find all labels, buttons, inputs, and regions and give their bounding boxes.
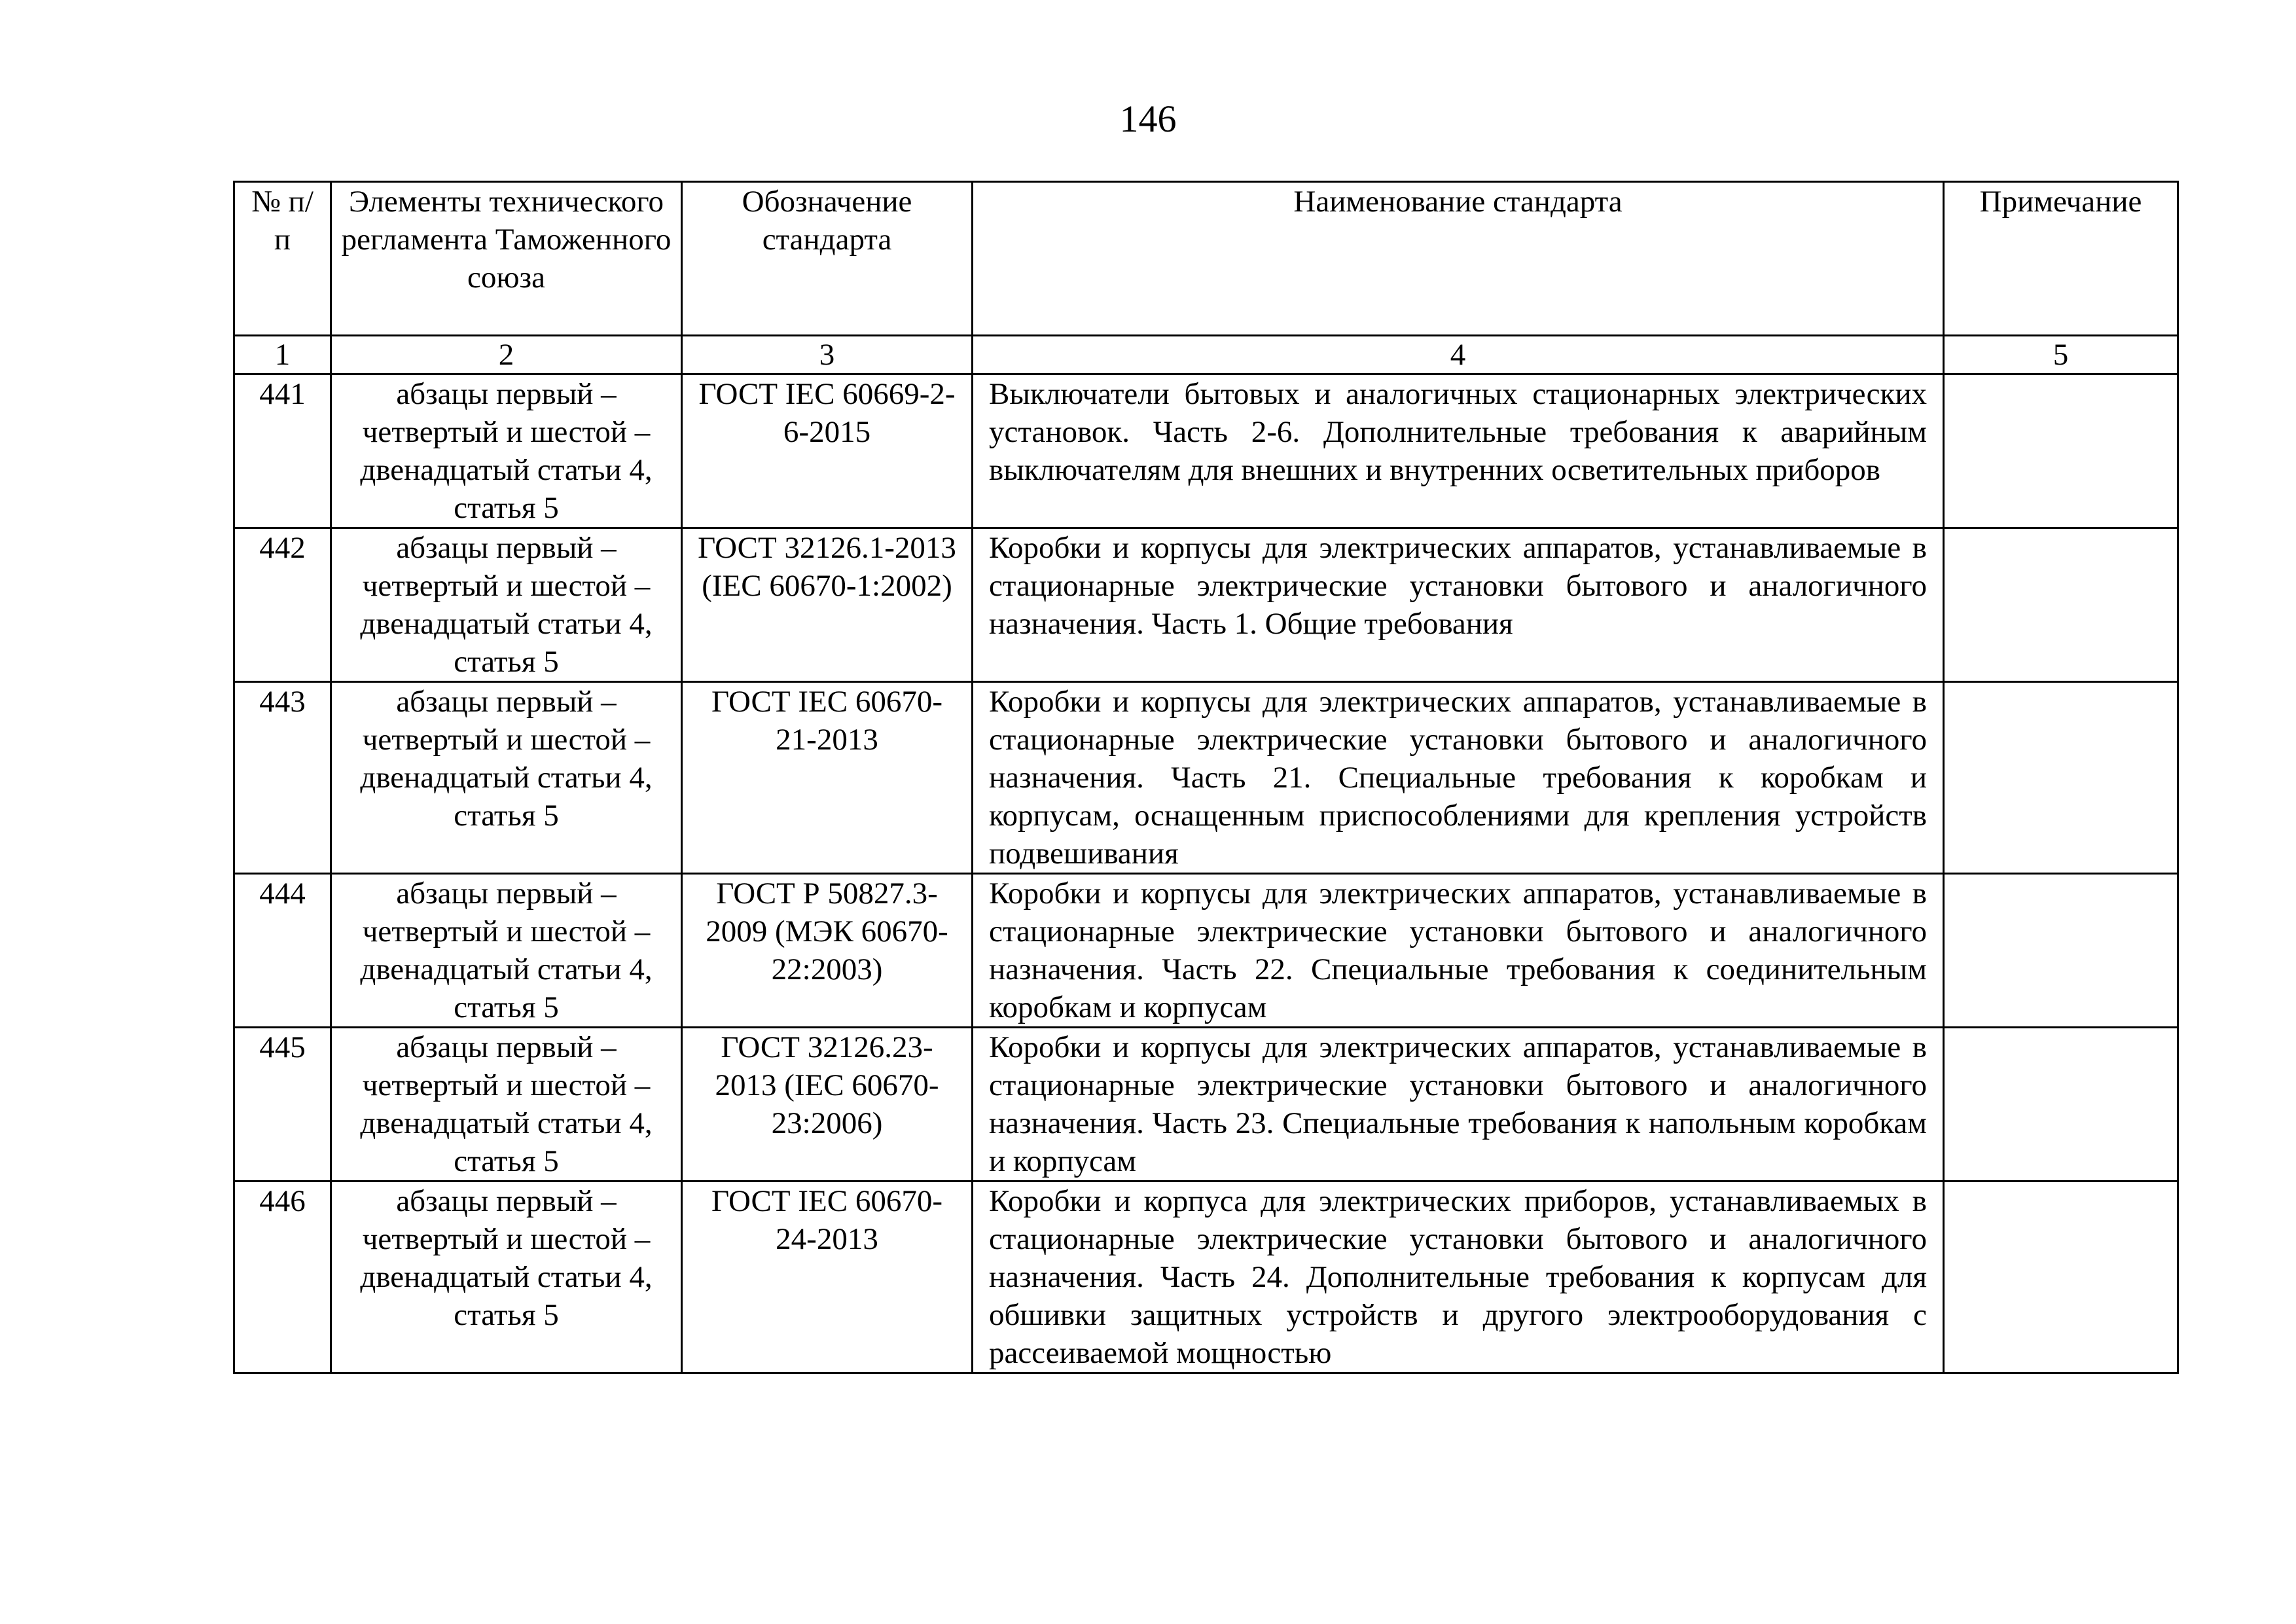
standard-designation: ГОСТ IEC 60670-21-2013 — [682, 682, 973, 874]
note-cell — [1944, 528, 2178, 682]
standard-designation: ГОСТ 32126.1-2013 (IEC 60670-1:2002) — [682, 528, 973, 682]
table-header-row — [234, 182, 2178, 336]
row-number: 446 — [234, 1182, 331, 1373]
column-number: 4 — [973, 336, 1944, 374]
note-cell — [1944, 874, 2178, 1028]
regulation-elements: абзацы первый – четвертый и шестой – двенадцатый статьи 4, статья 5 — [331, 682, 682, 874]
table-row — [234, 374, 2178, 528]
note-cell — [1944, 1028, 2178, 1182]
standard-name: Коробки и корпусы для электрических аппаратов, устанавливаемые в стационарные электрические установки бытового и аналогичного назначения. Часть 23. Специальные требования к напольным коробкам и корпусам — [973, 1028, 1944, 1182]
header-number: № п/п — [234, 182, 331, 336]
table-row — [234, 1028, 2178, 1182]
note-cell — [1944, 1182, 2178, 1373]
row-number: 444 — [234, 874, 331, 1028]
row-number: 443 — [234, 682, 331, 874]
column-number: 5 — [1944, 336, 2178, 374]
standard-designation: ГОСТ IEC 60669-2-6-2015 — [682, 374, 973, 528]
table-row — [234, 528, 2178, 682]
row-number: 441 — [234, 374, 331, 528]
header-designation: Обозначение стандарта — [682, 182, 973, 336]
standards-table — [233, 181, 2179, 1374]
header-note: Примечание — [1944, 182, 2178, 336]
regulation-elements: абзацы первый – четвертый и шестой – двенадцатый статьи 4, статья 5 — [331, 528, 682, 682]
row-number: 442 — [234, 528, 331, 682]
table-row — [234, 1182, 2178, 1373]
column-number: 2 — [331, 336, 682, 374]
note-cell — [1944, 374, 2178, 528]
table-row — [234, 874, 2178, 1028]
standard-name: Коробки и корпусы для электрических аппаратов, устанавливаемые в стационарные электрические установки бытового и аналогичного назначения. Часть 1. Общие требования — [973, 528, 1944, 682]
table-row — [234, 682, 2178, 874]
header-elements: Элементы технического регламента Таможенного союза — [331, 182, 682, 336]
row-number: 445 — [234, 1028, 331, 1182]
standard-name: Выключатели бытовых и аналогичных стационарных электрических установок. Часть 2-6. Дополнительные требования к аварийным выключателям для внешних и внутренних осветительных приборов — [973, 374, 1944, 528]
standard-designation: ГОСТ Р 50827.3-2009 (МЭК 60670-22:2003) — [682, 874, 973, 1028]
column-number: 3 — [682, 336, 973, 374]
regulation-elements: абзацы первый – четвертый и шестой – двенадцатый статьи 4, статья 5 — [331, 1182, 682, 1373]
regulation-elements: абзацы первый – четвертый и шестой – двенадцатый статьи 4, статья 5 — [331, 1028, 682, 1182]
standard-designation: ГОСТ IEC 60670-24-2013 — [682, 1182, 973, 1373]
column-number-row — [234, 336, 2178, 374]
page-number: 146 — [1119, 98, 1177, 140]
column-number: 1 — [234, 336, 331, 374]
standard-name: Коробки и корпуса для электрических приборов, устанавливаемых в стационарные электрические установки бытового и аналогичного назначения. Часть 24. Дополнительные требования к корпусам для обшивки защитных устройств и другого электрооборудования с рассеиваемой мощностью — [973, 1182, 1944, 1373]
note-cell — [1944, 682, 2178, 874]
header-standard-name: Наименование стандарта — [973, 182, 1944, 336]
standard-name: Коробки и корпусы для электрических аппаратов, устанавливаемые в стационарные электрические установки бытового и аналогичного назначения. Часть 21. Специальные требования к коробкам и корпусам, оснащенным приспособлениями для крепления устройств подвешивания — [973, 682, 1944, 874]
regulation-elements: абзацы первый – четвертый и шестой – двенадцатый статьи 4, статья 5 — [331, 874, 682, 1028]
standard-name: Коробки и корпусы для электрических аппаратов, устанавливаемые в стационарные электрические установки бытового и аналогичного назначения. Часть 22. Специальные требования к соединительным коробкам и корпусам — [973, 874, 1944, 1028]
regulation-elements: абзацы первый – четвертый и шестой – двенадцатый статьи 4, статья 5 — [331, 374, 682, 528]
standard-designation: ГОСТ 32126.23-2013 (IEC 60670-23:2006) — [682, 1028, 973, 1182]
